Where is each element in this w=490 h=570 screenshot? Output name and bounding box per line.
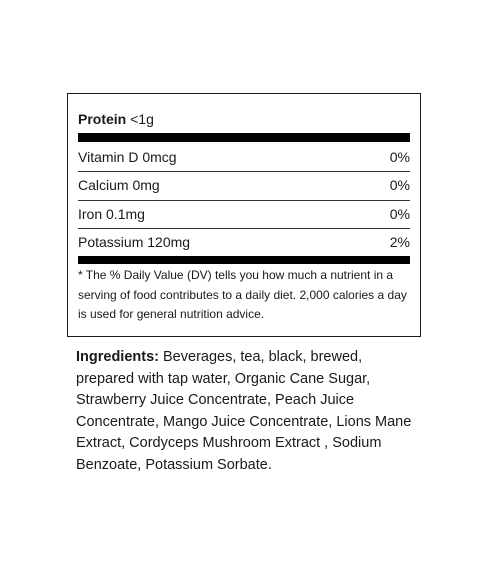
nutrient-dv: 0% bbox=[389, 177, 410, 193]
nutrient-name: Calcium 0mg bbox=[78, 177, 160, 193]
nutrient-name: Iron 0.1mg bbox=[78, 206, 145, 222]
ingredients-block bbox=[76, 347, 421, 477]
nutrient-row-calcium bbox=[78, 172, 410, 199]
nutrient-row-vitamin-d bbox=[78, 144, 410, 171]
thick-divider-top bbox=[78, 133, 410, 142]
protein-value: <1g bbox=[130, 111, 154, 127]
nutrient-dv: 0% bbox=[389, 206, 410, 222]
ingredients-label: Ingredients: bbox=[76, 349, 159, 365]
nutrient-row-iron bbox=[78, 201, 410, 228]
nutrient-dv: 2% bbox=[389, 234, 410, 250]
nutrient-dv: 0% bbox=[389, 149, 410, 165]
ingredients-text: Beverages, tea, black, brewed, prepared with tap water, Organic Cane Sugar, Strawberry Juice Concentrate, Peach Juice Concentrate, Mango Juice Concentrate, Lions Mane Extract, Cordyceps Mushroom Extract , Sodium Benzoate, Potassium Sorbate. bbox=[76, 349, 412, 473]
protein-row bbox=[78, 110, 154, 128]
nutrient-name: Vitamin D 0mcg bbox=[78, 149, 177, 165]
nutrient-row-potassium bbox=[78, 229, 410, 256]
protein-label: Protein bbox=[78, 111, 127, 127]
nutrient-name: Potassium 120mg bbox=[78, 234, 191, 250]
thick-divider-bottom bbox=[78, 256, 410, 264]
nutrition-facts-panel bbox=[67, 93, 421, 337]
daily-value-footnote: * The % Daily Value (DV) tells you how much a nutrient in a serving of food contributes to a daily diet. 2,000 calories a day is used for general nutrition advice. bbox=[78, 268, 407, 321]
